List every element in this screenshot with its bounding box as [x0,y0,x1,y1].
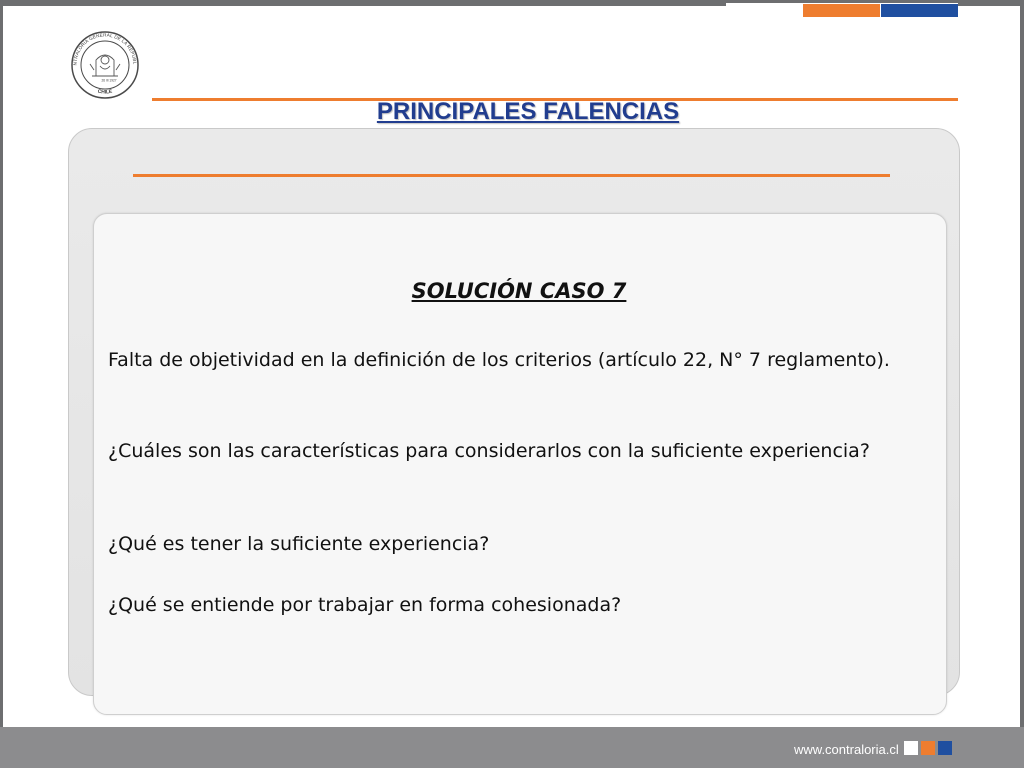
top-accent-orange [803,4,880,17]
paragraph-criteria: Falta de objetividad en la definición de los criterios (artículo 22, N° 7 reglamento). [108,349,890,371]
seal-year-text: 26 III 1927 [101,78,117,83]
svg-text:CHILE [97,89,113,96]
footer-square-orange [921,741,935,755]
footer-square-white [904,741,918,755]
footer-website-link[interactable]: www.contraloria.cl [794,742,899,757]
seal-country-text: CHILE [97,88,113,96]
footer-square-blue [938,741,952,755]
panel-divider-rule [133,174,890,177]
contraloria-seal-logo [70,30,140,100]
case-title: SOLUCIÓN CASO 7 [411,279,627,303]
top-accent-blue [881,4,958,17]
paragraph-experience-question: ¿Qué es tener la suficiente experiencia? [108,533,490,555]
seal-ring-text: NTRALORIA GENERAL DE LA REPUBL [72,32,138,66]
paragraph-characteristics-question: ¿Cuáles son las características para considerarlos con la suficiente experiencia? [108,440,870,462]
paragraph-cohesion-question: ¿Qué se entiende por trabajar en forma cohesionada? [108,594,622,616]
page-title: PRINCIPALES FALENCIAS [376,98,680,125]
